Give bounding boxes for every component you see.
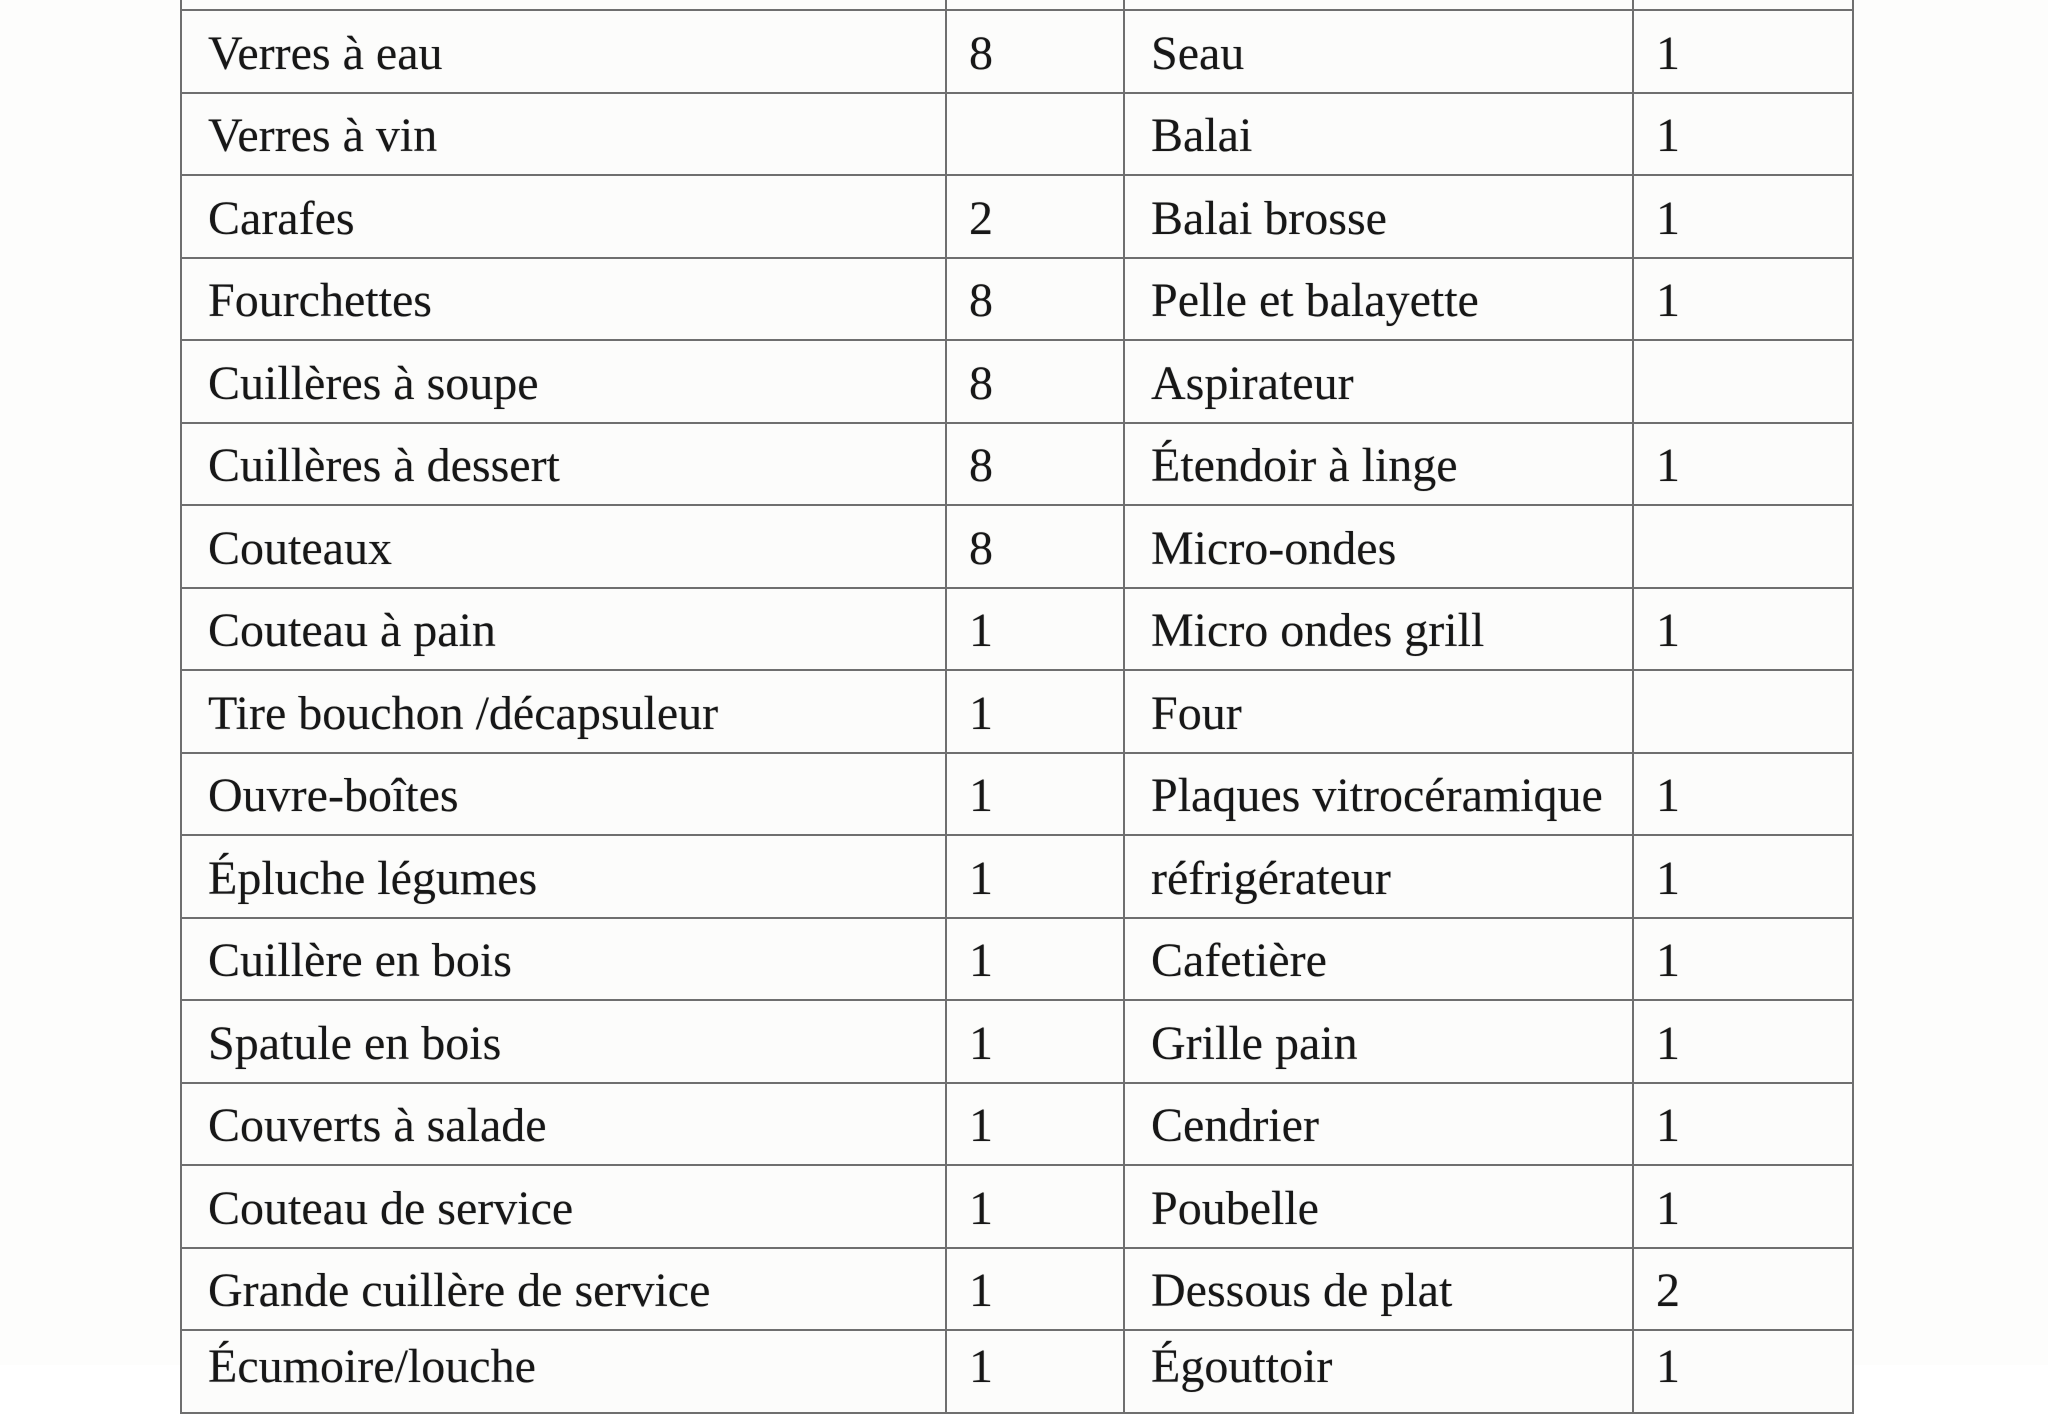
table-row bbox=[181, 1165, 1853, 1248]
item-cell: Couteau à pain bbox=[181, 588, 946, 671]
item-cell: Poubelle bbox=[1124, 1165, 1633, 1248]
qty-cell: 1 bbox=[946, 1248, 1124, 1331]
qty-cell: 1 bbox=[1633, 918, 1853, 1001]
item-cell: Tire bouchon /décapsuleur bbox=[181, 670, 946, 753]
qty-cell: 1 bbox=[1633, 753, 1853, 836]
qty-cell: 1 bbox=[1633, 258, 1853, 341]
item-cell: Cuillère en bois bbox=[181, 918, 946, 1001]
qty-cell: 1 bbox=[946, 918, 1124, 1001]
item-cell: Cuillères à soupe bbox=[181, 340, 946, 423]
qty-cell bbox=[1633, 340, 1853, 423]
qty-cell bbox=[1633, 670, 1853, 753]
qty-cell: 1 bbox=[1633, 175, 1853, 258]
qty-cell: 1 bbox=[1633, 835, 1853, 918]
table-row bbox=[181, 505, 1853, 588]
qty-cell: 1 bbox=[1633, 1083, 1853, 1166]
qty-cell: 1 bbox=[1633, 1165, 1853, 1248]
item-cell: Micro ondes grill bbox=[1124, 588, 1633, 671]
item-cell: Étendoir à linge bbox=[1124, 423, 1633, 506]
table-row bbox=[181, 1083, 1853, 1166]
item-cell: Fourchettes bbox=[181, 258, 946, 341]
qty-cell: 1 bbox=[1633, 423, 1853, 506]
item-cell: Cafetière bbox=[1124, 918, 1633, 1001]
item-cell: Égouttoir bbox=[1124, 1330, 1633, 1413]
item-cell: Seau bbox=[1124, 10, 1633, 93]
qty-cell: 1 bbox=[1633, 1330, 1853, 1413]
item-cell: Plaques vitrocéramique bbox=[1124, 753, 1633, 836]
qty-cell: 8 bbox=[946, 258, 1124, 341]
table-row bbox=[181, 175, 1853, 258]
table-row bbox=[181, 1248, 1853, 1331]
item-cell: Balai brosse bbox=[1124, 175, 1633, 258]
qty-cell: 1 bbox=[946, 1330, 1124, 1413]
table-row bbox=[181, 340, 1853, 423]
qty-cell bbox=[946, 93, 1124, 176]
qty-cell: 1 bbox=[946, 1165, 1124, 1248]
table-row bbox=[181, 10, 1853, 93]
table-row bbox=[181, 835, 1853, 918]
inventory-table bbox=[180, 0, 1854, 1414]
qty-cell bbox=[1633, 0, 1853, 10]
qty-cell: 1 bbox=[946, 753, 1124, 836]
item-cell: Couteau de service bbox=[181, 1165, 946, 1248]
table-row bbox=[181, 93, 1853, 176]
qty-cell: 2 bbox=[1633, 1248, 1853, 1331]
item-cell: Balai bbox=[1124, 93, 1633, 176]
table-row-partial-bottom bbox=[181, 1330, 1853, 1413]
qty-cell: 8 bbox=[946, 505, 1124, 588]
table-row bbox=[181, 258, 1853, 341]
item-cell: Verres à eau bbox=[181, 10, 946, 93]
qty-cell: 1 bbox=[946, 1083, 1124, 1166]
item-cell: Pelle et balayette bbox=[1124, 258, 1633, 341]
qty-cell: 1 bbox=[1633, 93, 1853, 176]
item-cell: Épluche légumes bbox=[181, 835, 946, 918]
item-cell: Couverts à salade bbox=[181, 1083, 946, 1166]
item-cell: Aspirateur bbox=[1124, 340, 1633, 423]
item-cell bbox=[1124, 0, 1633, 10]
table-row bbox=[181, 918, 1853, 1001]
table-row bbox=[181, 753, 1853, 836]
item-cell: Micro-ondes bbox=[1124, 505, 1633, 588]
item-cell: Grande cuillère de service bbox=[181, 1248, 946, 1331]
qty-cell: 1 bbox=[946, 835, 1124, 918]
item-cell: Carafes bbox=[181, 175, 946, 258]
item-cell: Spatule en bois bbox=[181, 1000, 946, 1083]
qty-cell: 1 bbox=[1633, 10, 1853, 93]
qty-cell: 8 bbox=[946, 10, 1124, 93]
item-cell: Ouvre-boîtes bbox=[181, 753, 946, 836]
item-cell: Four bbox=[1124, 670, 1633, 753]
item-cell: Cuillères à dessert bbox=[181, 423, 946, 506]
item-cell: Dessous de plat bbox=[1124, 1248, 1633, 1331]
table-row bbox=[181, 588, 1853, 671]
item-cell: Grille pain bbox=[1124, 1000, 1633, 1083]
qty-cell bbox=[1633, 505, 1853, 588]
table-row bbox=[181, 1000, 1853, 1083]
qty-cell: 1 bbox=[946, 670, 1124, 753]
item-cell: Couteaux bbox=[181, 505, 946, 588]
qty-cell: 1 bbox=[1633, 588, 1853, 671]
item-cell: Écumoire/louche bbox=[181, 1330, 946, 1413]
item-cell bbox=[181, 0, 946, 10]
qty-cell: 1 bbox=[946, 588, 1124, 671]
qty-cell: 8 bbox=[946, 340, 1124, 423]
qty-cell: 2 bbox=[946, 175, 1124, 258]
item-cell: Verres à vin bbox=[181, 93, 946, 176]
qty-cell: 1 bbox=[1633, 1000, 1853, 1083]
qty-cell: 1 bbox=[946, 1000, 1124, 1083]
table-row-partial-top bbox=[181, 0, 1853, 10]
table-row bbox=[181, 423, 1853, 506]
qty-cell: 8 bbox=[946, 423, 1124, 506]
table-row bbox=[181, 670, 1853, 753]
item-cell: Cendrier bbox=[1124, 1083, 1633, 1166]
item-cell: réfrigérateur bbox=[1124, 835, 1633, 918]
qty-cell bbox=[946, 0, 1124, 10]
